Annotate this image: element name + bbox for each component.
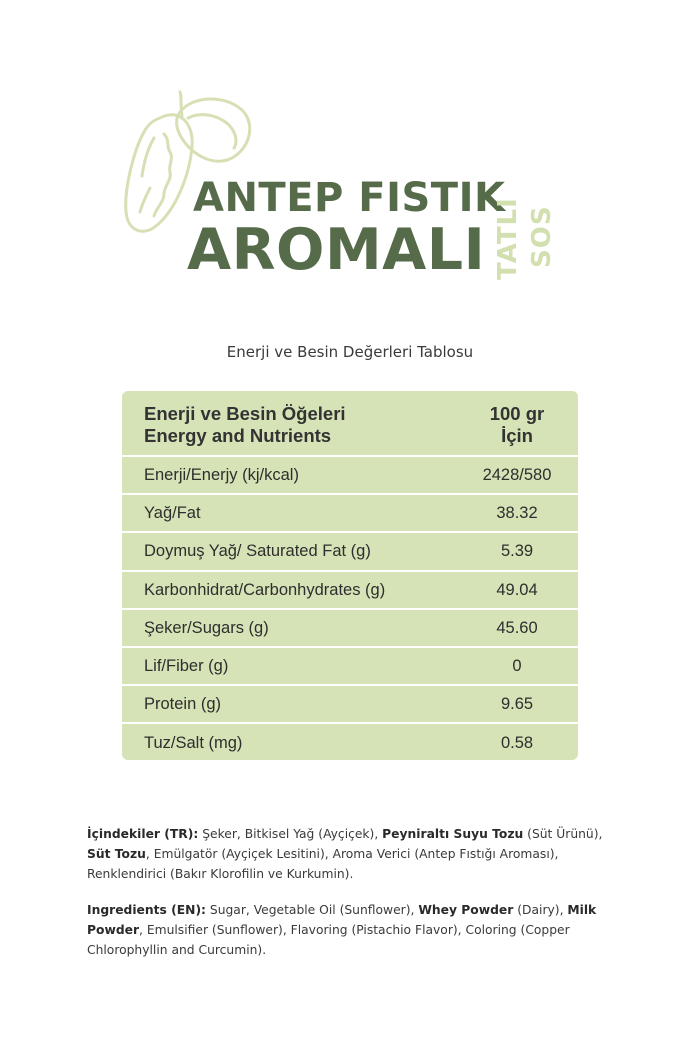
ingredients-tr-bold: Süt Tozu [87,847,146,861]
table-row [122,684,578,723]
nutrition-header-per-100g [467,403,567,447]
nutrient-value: 0 [512,657,522,675]
nutrition-table-heading: Enerji ve Besin Değerleri Tablosu [226,343,474,361]
nutrient-label: Karbonhidrat/Carbonhydrates (g) [144,581,386,599]
ingredients-tr-text: , Emülgatör (Ayçiçek Lesitini), Aroma Verici (Antep Fıstığı Aroması), Renklendirici (Bakır Klorofilin ve Kurkumin). [87,847,559,881]
ingredients-tr-text: (Süt Ürünü), [523,827,603,841]
table-row [122,570,578,609]
product-title-line1: ANTEP FISTIK [193,175,506,221]
table-row [122,455,578,494]
nutrient-value: 5.39 [500,542,534,560]
nutrition-table [122,391,578,760]
ingredients-tr-label: İçindekiler (TR): [87,827,199,841]
ingredients-en-text: Sugar, Vegetable Oil (Sunflower), [205,903,419,917]
ingredients-tr-text: Şeker, Bitkisel Yağ (Ayçiçek), [198,827,383,841]
nutrient-label: Tuz/Salt (mg) [144,733,243,752]
ingredients-tr-bold: Peyniraltı Suyu Tozu [382,827,524,841]
ingredients-en-text: (Dairy), [513,903,568,917]
nutrition-header-value-line1: 100 gr [489,403,545,424]
nutrient-label: Yağ/Fat [144,504,201,522]
nutrient-value: 38.32 [496,504,538,522]
nutrition-header-label-tr: Enerji ve Besin Öğeleri [144,403,346,424]
nutrient-label: Enerji/Enerjy (kj/kcal) [144,466,299,484]
product-subtitle-tatli: TATLI [493,197,523,280]
nutrient-value: 49.04 [496,581,538,599]
nutrient-value: 2428/580 [482,466,552,484]
product-title-line2: AROMALI [187,217,486,283]
table-row [122,608,578,647]
nutrient-label: Doymuş Yağ/ Saturated Fat (g) [144,542,371,560]
table-row [122,722,578,760]
table-row [122,531,578,570]
ingredients-en-bold: Milk Powder [87,903,597,937]
ingredients-en-label: Ingredients (EN): [87,903,206,917]
product-subtitle-sos: SOS [527,205,557,268]
nutrient-label: Protein (g) [144,695,222,713]
ingredients-en-text: , Emulsifier (Sunflower), Flavoring (Pistachio Flavor), Coloring (Copper Chlorophyllin and Curcumin). [87,923,570,957]
nutrition-header-row [122,391,578,455]
nutrition-header-label [144,403,346,447]
table-row [122,493,578,532]
ingredients-tr [87,824,627,884]
ingredients-en-bold: Whey Powder [418,903,514,917]
ingredients-en [87,900,627,960]
nutrition-header-value-line2: İçin [501,425,533,446]
nutrient-label: Lif/Fiber (g) [144,657,229,675]
nutrient-value: 45.60 [496,619,538,637]
nutrition-header-label-en: Energy and Nutrients [144,425,332,446]
nutrient-value: 0.58 [500,733,534,752]
nutrient-value: 9.65 [500,695,534,713]
nutrient-label: Şeker/Sugars (g) [144,619,269,637]
table-row [122,646,578,685]
